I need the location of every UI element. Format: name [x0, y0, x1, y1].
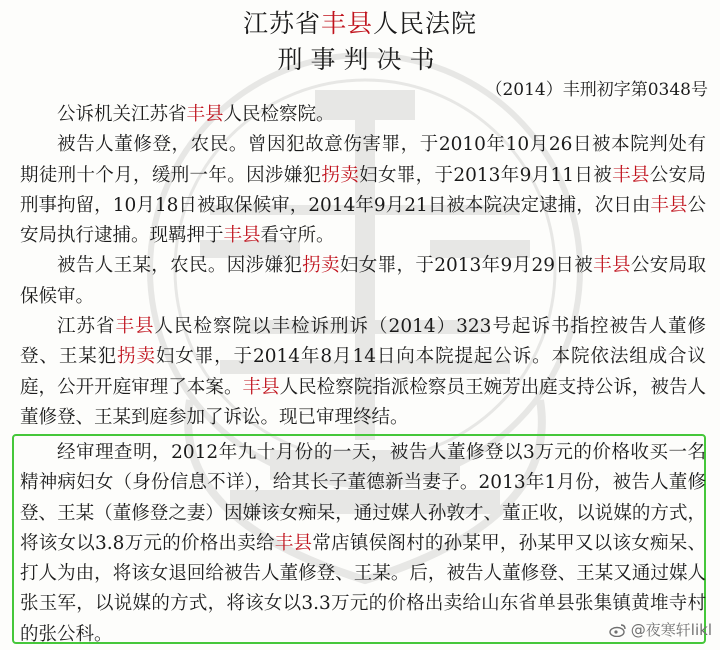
text-run: 经审理查明，2012年九十月份的一天，被告人董修登以3万元的价格收买一名精神病妇女（身份信息不详），给其长子董德新当妻子。2013年1月份，被告人董修登、王某（董修登之妻）因嫌该女痴呆，通过媒人孙敦才、董正收，以说媒的方式，将该女以3.8万元的价格出卖给	[20, 442, 706, 554]
highlighted-term: 丰县	[650, 194, 688, 216]
watermark-text: @夜寒轩likl	[630, 621, 712, 639]
highlighted-term: 丰县	[593, 255, 631, 277]
document-type: 刑事判决书	[277, 45, 443, 74]
watermark	[609, 619, 712, 640]
text-run: 被告人王某，农民。因涉嫌犯	[57, 255, 303, 277]
court-name	[0, 4, 720, 40]
text-run: 公安局刑事拘留，10月18日被取保候审，2014年9月21日被本院决定逮捕，次日由	[20, 164, 706, 216]
paragraph	[20, 251, 706, 312]
highlighted-term: 拐卖	[321, 164, 360, 186]
court-prefix: 江苏省	[242, 9, 321, 38]
text-run: 妇女罪，于2013年9月29日被	[339, 255, 594, 277]
highlighted-term: 丰县	[186, 104, 224, 125]
highlighted-term: 丰县	[242, 376, 280, 398]
highlighted-term: 丰县	[223, 225, 261, 247]
case-number: （2014）丰刑初字第0348号	[485, 80, 708, 100]
text-run: 人民检察院指派检察员王婉芳出庭支持公诉，被告人董修登、王某到庭参加了诉讼。现已审理终结。	[20, 376, 706, 428]
highlighted-term: 拐卖	[302, 255, 340, 277]
text-run: 公诉机关江苏省	[57, 104, 187, 125]
weibo-icon	[609, 623, 627, 637]
paragraph	[20, 130, 706, 251]
text-run: 妇女罪，于2013年9月11日被	[359, 164, 613, 186]
text-run: 看守所。	[260, 225, 335, 247]
text-run: 公安局取保候审。	[20, 255, 706, 307]
court-suffix: 人民法院	[373, 9, 478, 38]
text-run: 妇女罪，于2014年8月14日向本院提起公诉。本院依法组成合议庭，公开开庭审理了本案。	[20, 346, 706, 398]
paragraph	[20, 312, 706, 433]
text-run: 被告人董修登，农民。曾因犯故意伤害罪，于2010年10月26日被本院判处有期徒刑十个月，缓刑一年。因涉嫌犯	[20, 134, 706, 186]
highlighted-paragraph	[20, 438, 706, 650]
judgment-body	[20, 100, 706, 433]
paragraph	[20, 100, 706, 130]
highlighted-term: 丰县	[115, 316, 155, 338]
text-run: 人民检察院以丰检诉刑诉（2014）323号起诉书指控被告人董修登、王某犯	[20, 316, 706, 368]
highlighted-term: 拐卖	[117, 346, 156, 368]
highlighted-term: 丰县	[274, 532, 313, 554]
text-run: 江苏省	[57, 316, 116, 338]
text-run: 人民检察院。	[223, 104, 335, 125]
court-county: 丰县	[320, 9, 373, 38]
text-run: 公安局执行逮捕。现羁押于	[20, 194, 706, 247]
highlighted-paragraph-container	[20, 438, 706, 650]
text-run: 常店镇侯阁村的孙某甲，孙某甲又以该女痴呆、打人为由，将该女退回给被告人董修登、王某。后，被告人董修登、王某又通过媒人张玉军，以说媒的方式，将该女以3.3万元的价格出卖给山东省单县张集镇黄堆寺村的张公科。	[20, 532, 706, 645]
highlighted-term: 丰县	[612, 164, 650, 186]
